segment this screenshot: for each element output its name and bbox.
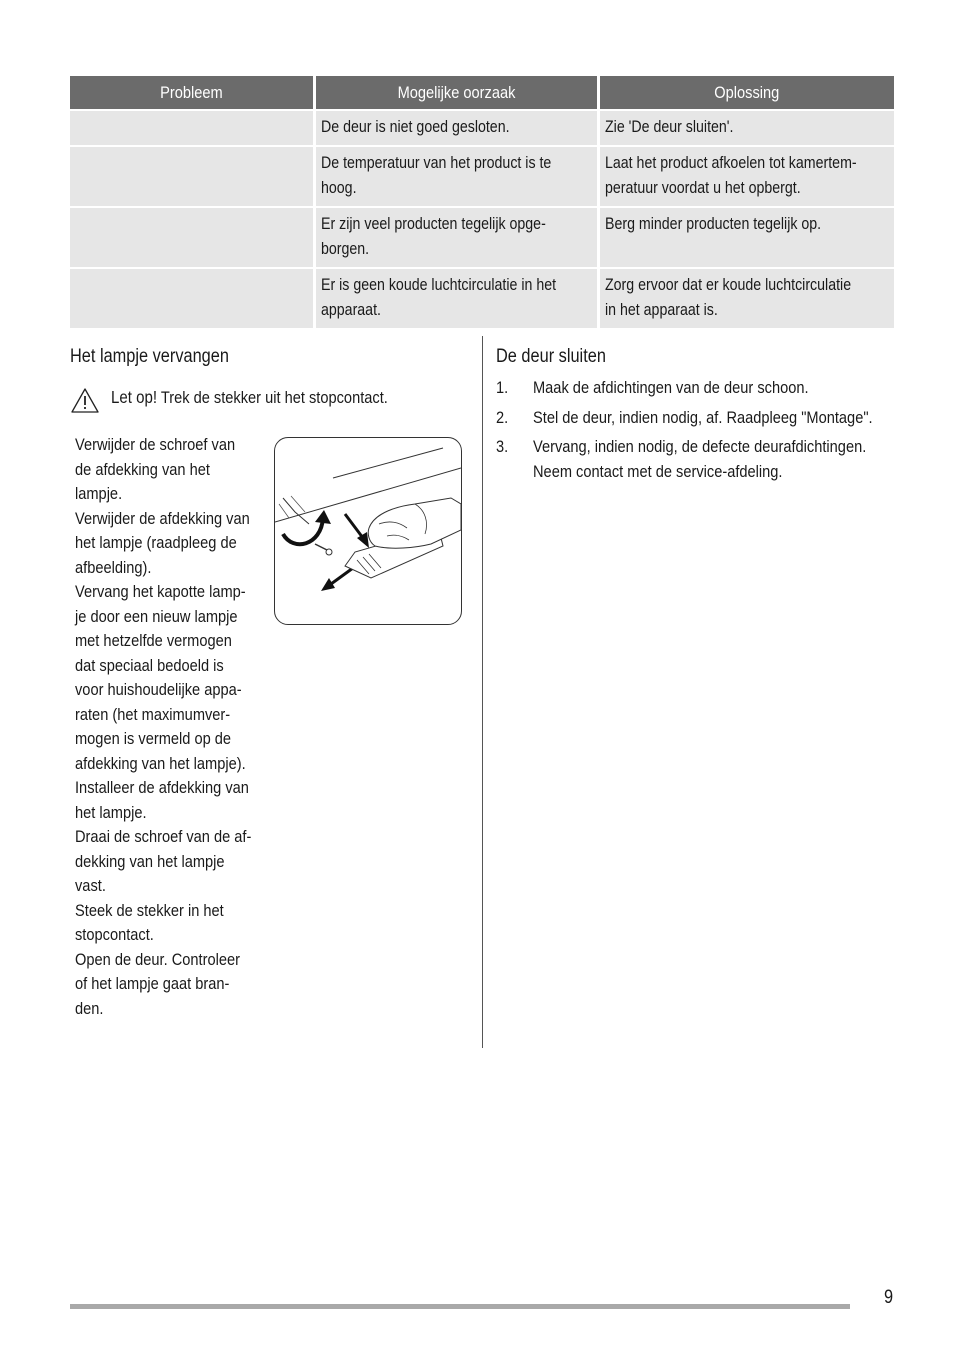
warning-label: Let op! [111,387,158,407]
table-row [70,269,894,330]
lamp-replacement-illustration [274,437,462,625]
table-header-row [70,76,894,111]
cell-solution: Zie 'De deur sluiten'. [600,111,894,147]
instruction-paragraph: Open de deur. Controleer of het lampje gaat bran- den. [75,949,240,1018]
cell-problem [70,269,316,330]
list-item [496,376,906,401]
instruction-paragraph: Verwijder de schroef van de afdekking van het lampje. [75,435,236,503]
step-number: 2. [496,407,509,427]
cell-solution: Laat het product afkoelen tot kamertem- peratuur voordat u het opbergt. [600,147,894,208]
page-number: 9 [884,1287,894,1308]
table-row [70,208,894,269]
troubleshooting-table [70,76,894,330]
cell-problem [70,111,316,147]
lamp-instructions [75,433,293,1021]
step-number: 3. [496,437,509,456]
cell-solution: Berg minder producten tegelijk op. [600,208,894,269]
list-item [496,435,906,484]
cell-problem [70,208,316,269]
list-item [496,406,906,431]
instruction-paragraph: Vervang het kapotte lamp- je door een nieuw lampje met hetzelfde vermogen dat speciaal bedoeld is voor huishoudelijke appa- raten (het maximumver- mogen is vermeld op de afdekking van het lampje). [75,582,246,773]
instruction-paragraph: Installeer de afdekking van het lampje. [75,778,249,822]
lamp-section-heading: Het lampje vervangen [70,346,229,367]
header-cause: Mogelijke oorzaak [316,76,600,111]
door-section-heading: De deur sluiten [496,346,606,367]
instruction-paragraph: Draai de schroef van de af- dekking van het lampje vast. [75,827,252,895]
step-text: Vervang, indien nodig, de defecte deurafdichtingen. Neem contact met de service-afdeling. [533,437,867,481]
instruction-paragraph: Verwijder de afdekking van het lampje (raadpleeg de afbeelding). [75,508,250,577]
table-row [70,111,894,147]
instruction-paragraph: Steek de stekker in het stopcontact. [75,900,224,944]
column-divider [482,336,483,1048]
header-problem: Probleem [70,76,316,111]
table-row [70,147,894,208]
cell-cause: De deur is niet goed gesloten. [316,111,600,147]
step-number: 1. [496,378,509,397]
warning-triangle-icon [70,387,100,414]
warning-message: Trek de stekker uit het stopcontact. [157,388,388,407]
cell-solution: Zorg ervoor dat er koude luchtcirculatie in het apparaat is. [600,269,894,330]
footer-rule [70,1304,850,1309]
lamp-cover-removal-drawing [275,438,461,624]
warning-text [111,385,388,410]
cell-problem [70,147,316,208]
cell-cause: Er zijn veel producten tegelijk opge- borgen. [316,208,600,269]
header-solution: Oplossing [600,76,894,111]
step-text: Stel de deur, indien nodig, af. Raadpleeg "Montage". [533,407,873,427]
step-text: Maak de afdichtingen van de deur schoon. [533,378,809,397]
door-steps-list [496,376,906,489]
cell-cause: Er is geen koude luchtcirculatie in het apparaat. [316,269,600,330]
cell-cause: De temperatuur van het product is te hoog. [316,147,600,208]
